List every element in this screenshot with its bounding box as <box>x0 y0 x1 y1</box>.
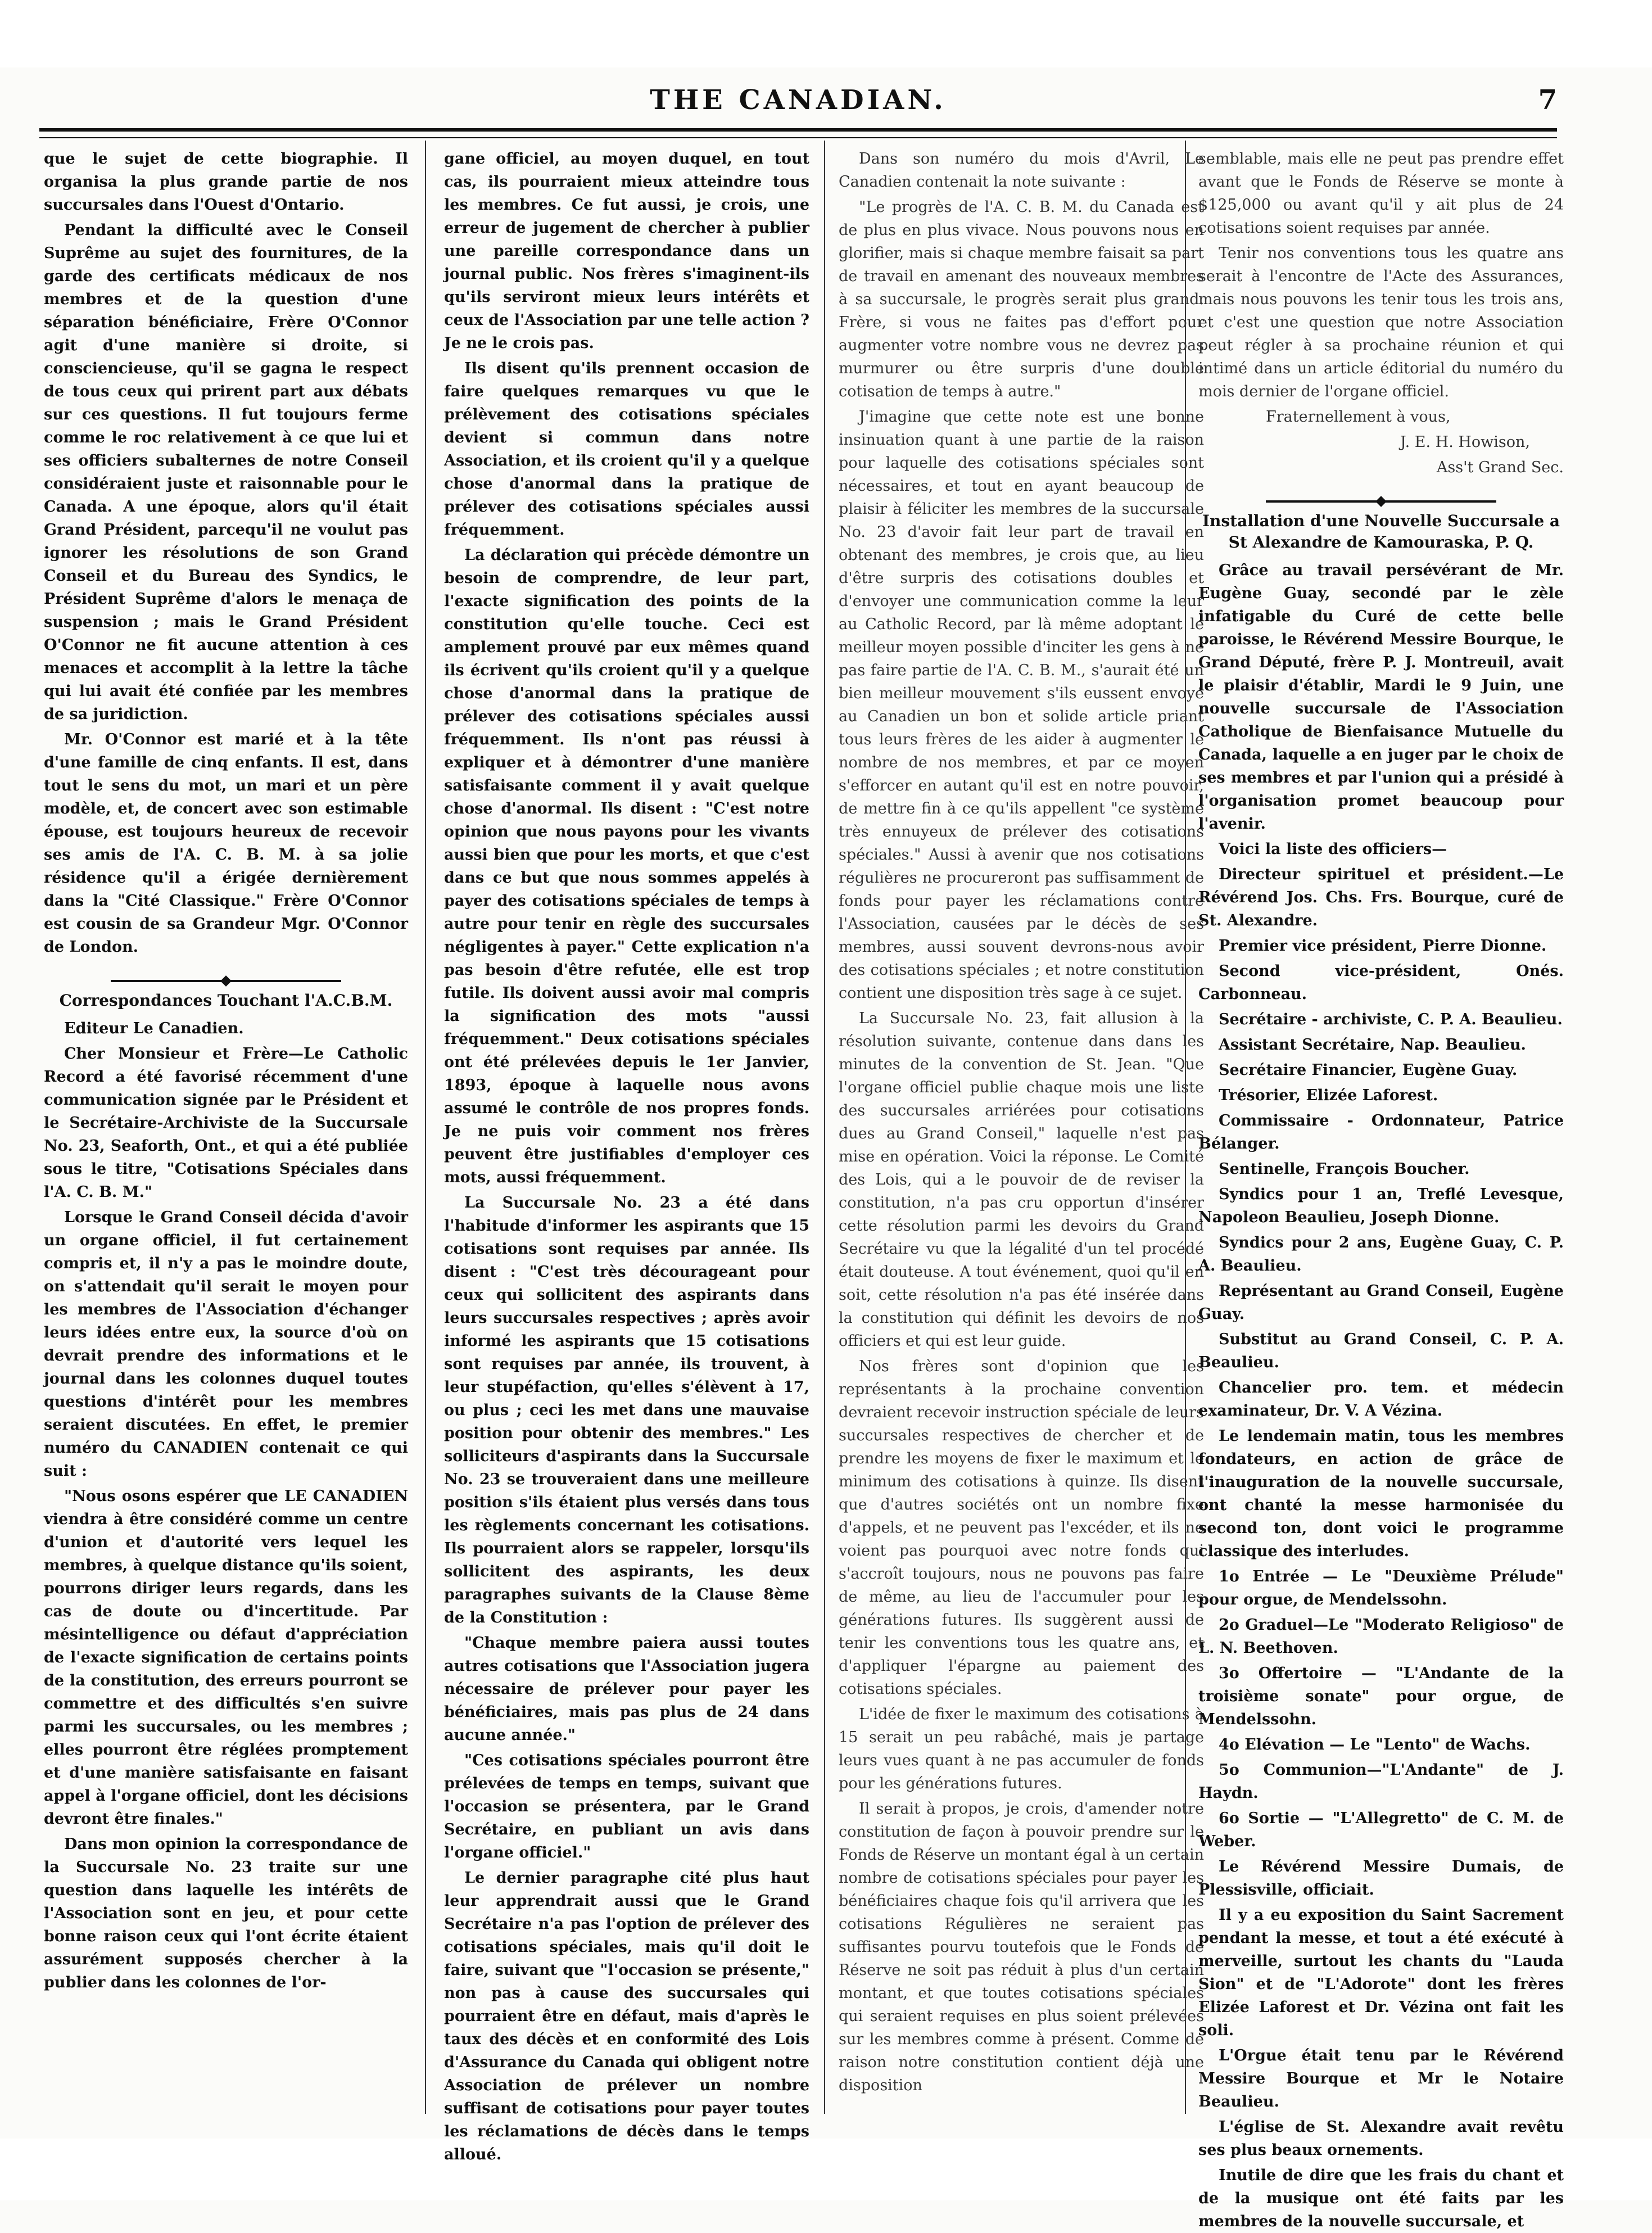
paragraph: Mr. O'Connor est marié et à la tête d'une famille de cinq enfants. Il est, dans tout le sens du mot, un mari et un père modèle, et, de concert avec son estimable épouse, est toujours heureux de recevoir ses amis de l'A. C. B. M. à sa jolie résidence qu'il a érigée dernièrement dans la "Cité Classique." Frère O'Connor est cousin de sa Grandeur Mgr. O'Connor de London. <box>44 731 408 956</box>
newspaper-title: THE CANADIAN. <box>650 84 947 116</box>
column-divider <box>824 141 825 2114</box>
column-4 <box>1198 147 1564 2230</box>
paragraph: Voici la liste des officiers— <box>1219 840 1447 858</box>
program-item: 6o Sortie — "L'Allegretto" de C. M. de Weber. <box>1198 1810 1564 1850</box>
officer-entry: Représentant au Grand Conseil, Eugène Guay. <box>1198 1282 1564 1323</box>
officer-entry: Commissaire - Ordonnateur, Patrice Bélanger. <box>1198 1112 1564 1152</box>
salutation: Editeur Le Canadien. <box>64 1020 244 1037</box>
paragraph: Le lendemain matin, tous les membres fondateurs, en action de grâce de l'inauguration de la nouvelle succursale, ont chanté la messe harmonisée du second ton, dont voici le programme classique des interludes. <box>1198 1427 1564 1560</box>
paragraph: J'imagine que cette note est une bonne insinuation quant à une partie de la raison pour laquelle des cotisations spéciales sont nécessaires, et tout en ayant beaucoup de plaisir à féliciter les membres de la succursale No. 23 d'avoir fait leur part de travail en obtenant des membres, je crois que, au lieu d'être surpris des cotisations doubles et d'envoyer une communication comme la leur au Catholic Record, par là même adoptant le meilleur moyen possible d'inciter les gens à ne pas faire partie de l'A. C. B. M., s'aurait été un bien meilleur mouvement s'ils eussent envoyé au Canadien un bon et solide article priant tous leurs frères de les aider à augmenter le nombre de nos membres, et par ce moyen s'efforcer en autant qu'il est en notre pouvoir, de mettre fin à ce qu'ils appellent "ce système très ennuyeux de prélever des cotisations spéciales." Aussi à avenir que nos cotisations régulières ne procureront pas suffisamment de fonds pour payer les réclamations contre l'Association, causées par le décès de ses membres, aussi souvent devrons-nous avoir des cotisations spéciales ; et notre constitution contient une disposition très sage à ce sujet. <box>839 408 1204 1002</box>
article-heading: Installation d'une Nouvelle Succursale a St Alexandre de Kamouraska, P. Q. <box>1202 512 1560 552</box>
program-item: 3o Offertoire — "L'Andante de la troisième sonate" pour orgue, de Mendelssohn. <box>1198 1665 1564 1728</box>
paragraph: Il serait à propos, je crois, d'amender notre constitution de façon à pouvoir prendre sur le Fonds de Réserve un montant égal à un certain nombre de cotisations spéciales pour payer les bénéficiaires chaque fois qu'il arrivera que les cotisations Régulières ne seraient pas suffisantes pourvu toutefois que le Fonds de Réserve ne soit pas réduit à plus d'un certain montant, et que toutes cotisations spéciales qui seraient requises en plus soient prélevées sur les membres comme à présent. Comme de raison notre constitution contient déjà une disposition <box>839 1800 1204 2094</box>
column-1 <box>44 147 408 2115</box>
paragraph: gane officiel, au moyen duquel, en tout cas, ils pourraient mieux atteindre tous les membres. Ce fut aussi, je crois, une erreur de jugement de chercher à publier une pareille correspondance dans un journal public. Nos frères s'imaginent-ils qu'ils serviront mieux leurs intérêts et ceux de l'Association par une telle action ? Je ne le crois pas. <box>444 150 809 352</box>
paragraph: L'idée de fixer le maximum des cotisations à 15 serait un peu rabâché, mais je partage leurs vues quant à ne pas accumuler de fonds pour les générations futures. <box>839 1706 1204 1792</box>
page-number: 7 <box>1538 84 1557 116</box>
paragraph: La Succursale No. 23, fait allusion à la résolution suivante, contenue dans dans les minutes de la convention de St. Jean. "Que l'organe officiel publie chaque mois une liste des succursales arriérées pour cotisations dues au Grand Conseil," laquelle n'est pas mise en opération. Voici la réponse. Le Comité des Lois, qui a le pouvoir de de reviser la constitution, n'a pas cru opportun d'insérer cette résolution parmi les devoirs du Grand Secrétaire vu que la légalité d'un tel procédé était douteuse. A tout événement, quoi qu'il en soit, cette résolution n'a pas été insérée dans la constitution qui définit les devoirs de nos officiers et qui est leur guide. <box>839 1010 1204 1350</box>
paragraph: Il y a eu exposition du Saint Sacrement pendant la messe, et tout a été exécuté à merveille, surtout les chants du "Lauda Sion" et de "L'Adorote" dont les frères Elizée Laforest et Dr. Vézina ont fait les soli. <box>1198 1906 1564 2039</box>
officer-entry: Directeur spirituel et président.—Le Révérend Jos. Chs. Frs. Bourque, curé de St. Alexandre. <box>1198 866 1564 929</box>
section-ornament <box>1198 489 1564 500</box>
paragraph: Dans mon opinion la correspondance de la Succursale No. 23 traite sur une question dans laquelle les intérêts de l'Association sont en jeu, et pour cette bonne raison ceux qui l'ont écrite étaient assurément supposés chercher à la publier dans les colonnes de l'or- <box>44 1836 408 1991</box>
officer-entry: Syndics pour 2 ans, Eugène Guay, C. P. A. Beaulieu. <box>1198 1234 1564 1274</box>
paragraph: Grâce au travail persévérant de Mr. Eugène Guay, secondé par le zèle infatigable du Curé de cette belle paroisse, le Révérend Messire Bourque, le Grand Député, frère P. J. Montreuil, avait le plaisir d'établir, Mardi le 9 Juin, une nouvelle succursale de l'Association Catholique de Bienfaisance Mutuelle du Canada, laquelle a en juger par le choix de ses membres et par l'union qui a présidé à l'organisation promet beaucoup pour l'avenir. <box>1198 562 1564 833</box>
paragraph: Tenir nos conventions tous les quatre ans serait à l'encontre de l'Acte des Assurances, mais nous pouvons les tenir tous les trois ans, et c'est une question que notre Association peut régler à sa prochaine réunion et qui intimé dans un article éditorial du numéro du mois dernier de l'organe officiel. <box>1198 245 1564 400</box>
paragraph: La déclaration qui précède démontre un besoin de comprendre, de leur part, l'exacte signification des points de la constitution qu'elle touche. Ceci est amplement prouvé par eux mêmes quand ils écrivent qu'ils croient qu'il y a quelque chose d'anormal dans la pratique de prélever des cotisations spéciales aussi fréquemment. Ils n'ont pas réussi à expliquer et à démontrer d'une manière satisfaisante comment il y avait quelque chose d'anormal. Ils disent : "C'est notre opinion que nous payons pour les vivants aussi bien que pour les morts, et que c'est dans ce but que nous sommes appelés à payer des cotisations spéciales de temps à autre pour tenir en règle des succursales négligentes à payer." Cette explication n'a pas besoin d'être refutée, elle est trop futile. Ils doivent aussi avoir mal compris la signification des mots "aussi fréquemment." Deux cotisations spéciales ont été prélevées depuis le 1er Janvier, 1893, époque à laquelle nous avons assumé le contrôle de nos propres fonds. Je ne puis voir comment nos frères peuvent être justifiables d'employer ces mots, aussi fréquemment. <box>444 546 809 1186</box>
officer-entry: Syndics pour 1 an, Treflé Levesque, Napoleon Beaulieu, Joseph Dionne. <box>1198 1186 1564 1226</box>
program-item: 2o Graduel—Le "Moderato Religioso" de L. N. Beethoven. <box>1198 1616 1564 1657</box>
officer-entry: Substitut au Grand Conseil, C. P. A. Beaulieu. <box>1198 1331 1564 1371</box>
paragraph: Lorsque le Grand Conseil décida d'avoir un organe officiel, il fut certainement compris et, il n'y a pas le moindre doute, on s'attendait qu'il serait le moyen pour les membres de l'Association d'échanger leurs idées entre eux, la source d'où on devrait prendre des informations et le journal dans les colonnes duquel toutes questions d'intérêt pour les membres seraient discutées. En effet, le premier numéro du CANADIEN contenait ce qui suit : <box>44 1209 408 1480</box>
article-heading: Correspondances Touchant l'A.C.B.M. <box>59 991 393 1010</box>
section-ornament <box>44 969 408 980</box>
quotation: "Chaque membre paiera aussi toutes autres cotisations que l'Association jugera nécessaire de prélever pour payer les bénéficiaires, mais pas plus de 24 dans aucune année." <box>444 1634 809 1744</box>
officer-entry: Second vice-président, Onés. Carbonneau. <box>1198 962 1564 1003</box>
header-rule <box>39 128 1557 138</box>
column-2 <box>444 147 809 2163</box>
officer-entry: Sentinelle, François Boucher. <box>1219 1160 1470 1178</box>
officer-entry: Assistant Secrétaire, Nap. Beaulieu. <box>1219 1036 1526 1054</box>
officer-entry: Secrétaire Financier, Eugène Guay. <box>1219 1061 1518 1079</box>
quotation: "Le progrès de l'A. C. B. M. du Canada est de plus en plus vivace. Nous pouvons nous en glorifier, mais si chaque membre faisait sa part de travail en amenant des nouveaux membres à sa succursale, le progrès serait plus grand. Frère, si vous ne faites pas d'effort pour augmenter votre nombre vous ne devrez pas murmurer ou être surpris d'une double cotisation de temps à autre." <box>839 198 1204 400</box>
paragraph: que le sujet de cette biographie. Il organisa la plus grande partie de nos succursales dans l'Ouest d'Ontario. <box>44 150 408 214</box>
paragraph: Le Révérend Messire Dumais, de Plessisville, officiait. <box>1198 1858 1564 1898</box>
running-header <box>39 84 1557 129</box>
officer-entry: Secrétaire - archiviste, C. P. A. Beaulieu. <box>1219 1011 1563 1028</box>
program-item: 5o Communion—"L'Andante" de J. Haydn. <box>1198 1761 1564 1802</box>
column-divider <box>425 141 426 2114</box>
paragraph: Nos frères sont d'opinion que les représentants à la prochaine convention devraient recevoir instruction spéciale de leurs succursales respectives de chercher et de prendre les moyens de fixer le maximum et le minimum des cotisations à quinze. Ils disent que d'autres sociétés ont un nombre fixe d'appels, et ne peuvent pas l'excéder, et ils ne voient pas pourquoi avec notre fonds qui s'accroît toujours, nous ne pouvons pas faire de même, au lieu de l'accumuler pour les générations futures. Ils suggèrent aussi de tenir les conventions tous les quatre ans, et d'appliquer l'épargne au paiement des cotisations spéciales. <box>839 1358 1204 1698</box>
program-item: 4o Elévation — Le "Lento" de Wachs. <box>1219 1736 1531 1753</box>
paragraph: Ils disent qu'ils prennent occasion de faire quelques remarques vu que le prélèvement des cotisations spéciales devient si commun dans notre Association, et ils croient qu'il y a quelque chose d'anormal dans la pratique de prélever des cotisations spéciales aussi fréquemment. <box>444 360 809 539</box>
officer-entry: Chancelier pro. tem. et médecin examinateur, Dr. V. A Vézina. <box>1198 1379 1564 1420</box>
paragraph: L'église de St. Alexandre avait revêtu ses plus beaux ornements. <box>1198 2118 1564 2159</box>
quotation: "Ces cotisations spéciales pourront être prélevées de temps en temps, suivant que l'occasion se présentera, par le Grand Secrétaire, en publiant un avis dans l'organe officiel." <box>444 1752 809 1861</box>
quotation: "Nous osons espérer que LE CANADIEN viendra à être considéré comme un centre d'union et d'autorité vers lequel les membres, à quelque distance qu'ils soient, pourrons diriger leurs regards, dans les cas de doute ou d'incertitude. Par mésintelligence ou défaut d'appréciation de l'exacte signification de certains points de la constitution, des erreurs pourront se commettre et des difficultés s'en suivre parmi les succursales, ou les membres ; elles pourront être réglées promptement et d'une manière satisfaisante en faisant appel à l'organe officiel, dont les décisions devront être finales." <box>44 1488 408 1828</box>
paragraph: Dans son numéro du mois d'Avril, Le Canadien contenait la note suivante : <box>839 150 1204 191</box>
paragraph: Inutile de dire que les frais du chant et de la musique ont été faits par les membres de la nouvelle succursale, et <box>1198 2167 1564 2230</box>
signature-title: Ass't Grand Sec. <box>1436 459 1564 476</box>
program-item: 1o Entrée — Le "Deuxième Prélude" pour orgue, de Mendelssohn. <box>1198 1568 1564 1608</box>
paragraph: Pendant la difficulté avec le Conseil Suprême au sujet des fournitures, de la garde des certificats médicaux de nos membres et de la question d'une séparation bénéficiaire, Frère O'Connor agit d'une manière si droite, si consciencieuse, qu'il se gagna le respect de tous ceux qui prirent part aux débats sur ces questions. Il fut toujours ferme comme le roc relativement à ce que lui et ses officiers subalternes de notre Conseil considéraient juste et raisonnable pour le Canada. A une époque, alors qu'il était Grand Président, parcequ'il ne voulut pas ignorer les résolutions de son Grand Conseil et du Bureau des Syndics, le Président Suprême d'alors le menaça de suspension ; mais le Grand Président O'Connor ne fit aucune attention à ces menaces et accomplit à la lettre la tâche qui lui avait été confiée par les membres de sa juridiction. <box>44 222 408 723</box>
officer-entry: Trésorier, Elizée Laforest. <box>1219 1087 1438 1104</box>
closing: Fraternellement à vous, <box>1266 408 1451 426</box>
signature-name: J. E. H. Howison, <box>1400 433 1530 451</box>
paragraph: semblable, mais elle ne peut pas prendre effet avant que le Fonds de Réserve se monte à $125,000 ou avant qu'il y ait plus de 24 cotisations soient requises par année. <box>1198 150 1564 237</box>
paragraph: Le dernier paragraphe cité plus haut leur apprendrait aussi que le Grand Secrétaire n'a pas l'option de prélever des cotisations spéciales, mais qu'il doit le faire, suivant que "l'occasion se présente," non pas à cause des succursales qui pourraient être en défaut, mais d'après le taux des décès et en conformité des Lois d'Assurance du Canada qui obligent notre Association de prélever un nombre suffisant de cotisations pour payer toutes les réclamations de décès dans le temps alloué. <box>444 1869 809 2163</box>
paragraph: La Succursale No. 23 a été dans l'habitude d'informer les aspirants que 15 cotisations sont requises par année. Ils disent : "C'est très décourageant pour ceux qui sollicitent des aspirants dans leurs succursales respectives ; après avoir informé les aspirants que 15 cotisations sont requises par année, ils trouvent, à leur stupéfaction, qu'elles s'élèvent à 17, ou plus ; ceci les met dans une mauvaise position pour obtenir des membres." Les solliciteurs d'aspirants dans la Succursale No. 23 se trouveraient dans une meilleure position s'ils étaient plus versés dans tous les règlements concernant les cotisations. Ils pourraient alors se rappeler, lorsqu'ils sollicitent des aspirants, les deux paragraphes suivants de la Clause 8ème de la Constitution : <box>444 1194 809 1626</box>
officer-entry: Premier vice président, Pierre Dionne. <box>1219 937 1547 955</box>
page-top-margin <box>0 0 1652 67</box>
column-3 <box>839 147 1204 2115</box>
paragraph: L'Orgue était tenu par le Révérend Messire Bourque et Mr le Notaire Beaulieu. <box>1198 2047 1564 2110</box>
paragraph: Cher Monsieur et Frère—Le Catholic Record a été favorisé récemment d'une communication signée par le Président et le Secrétaire-Archiviste de la Succursale No. 23, Seaforth, Ont., et qui a été publiée sous le titre, "Cotisations Spéciales dans l'A. C. B. M." <box>44 1045 408 1201</box>
